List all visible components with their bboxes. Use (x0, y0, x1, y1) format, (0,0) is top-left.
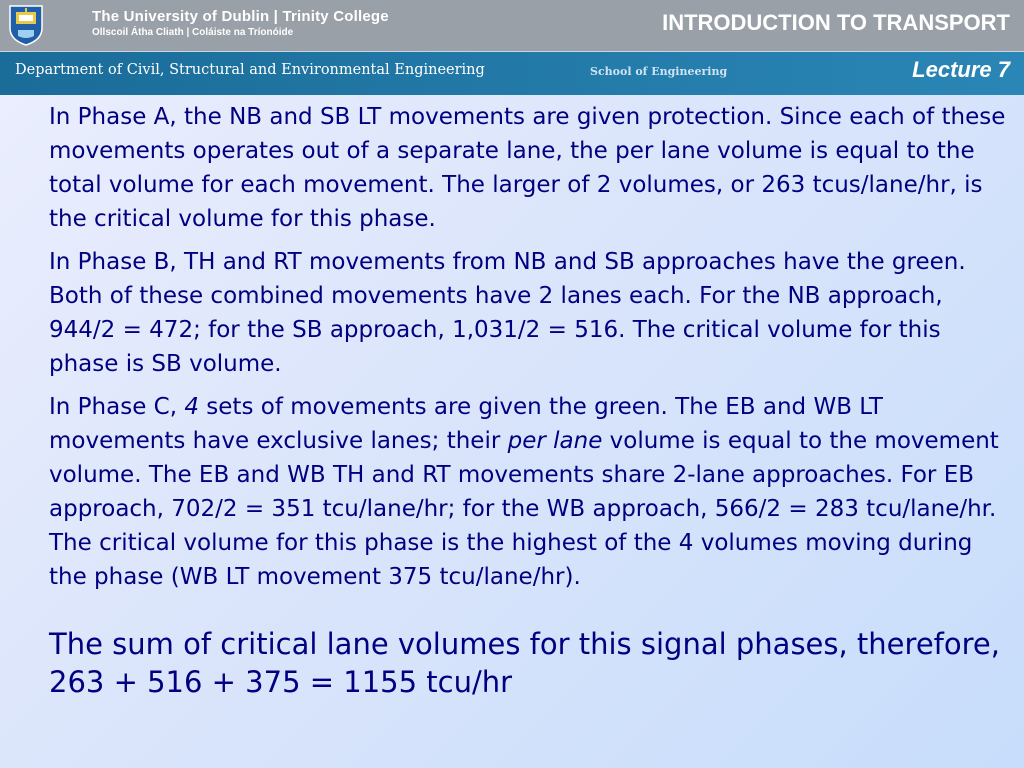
university-title: The University of Dublin | Trinity College (92, 8, 389, 25)
paragraph-phase-c (49, 390, 1009, 594)
lecture-number: Lecture 7 (912, 57, 1010, 82)
university-subtitle: Ollscoil Átha Cliath | Coláiste na Tríonóide (92, 27, 294, 38)
school-name: School of Engineering (590, 65, 728, 78)
summary-statement: The sum of critical lane volumes for this signal phases, therefore, 263 + 516 + 375 = 1155 tcu/hr (49, 627, 1000, 699)
course-title: INTRODUCTION TO TRANSPORT (662, 10, 1010, 35)
phase-c-count: 4 (184, 394, 199, 420)
phase-c-per-lane: per lane (507, 428, 603, 454)
department-name: Department of Civil, Structural and Environmental Engineering (15, 62, 485, 78)
paragraph-phase-b: In Phase B, TH and RT movements from NB and SB approaches have the green. Both of these combined movements have 2 lanes each. For the NB approach, 944/2 = 472; for the SB approach, 1,031/2 = 516. The critical volume for this phase is SB volume. (49, 249, 966, 377)
paragraph-phase-a: In Phase A, the NB and SB LT movements are given protection. Since each of these movements operates out of a separate lane, the per lane volume is equal to the total volume for each movement. The larger of 2 volumes, or 263 tcus/lane/hr, is the critical volume for this phase. (49, 104, 1006, 232)
phase-c-text-1: In Phase C, (49, 394, 185, 420)
phase-c-text-3: volume is equal to the movement volume. The EB and WB TH and RT movements share 2-lane approaches. For EB approach, 702/2 = 351 tcu/lane/hr; for the WB approach, 566/2 = 283 tcu/lane/hr. The critical volume for this phase is the highest of the 4 volumes moving during the phase (WB LT movement 375 tcu/lane/hr). (49, 428, 999, 590)
university-header-bar (0, 0, 1024, 51)
college-crest-icon (8, 4, 44, 46)
slide-content (49, 100, 1009, 701)
phase-c-text-2: sets of movements are given the green. The EB and WB LT movements have exclusive lanes; their (49, 394, 883, 454)
